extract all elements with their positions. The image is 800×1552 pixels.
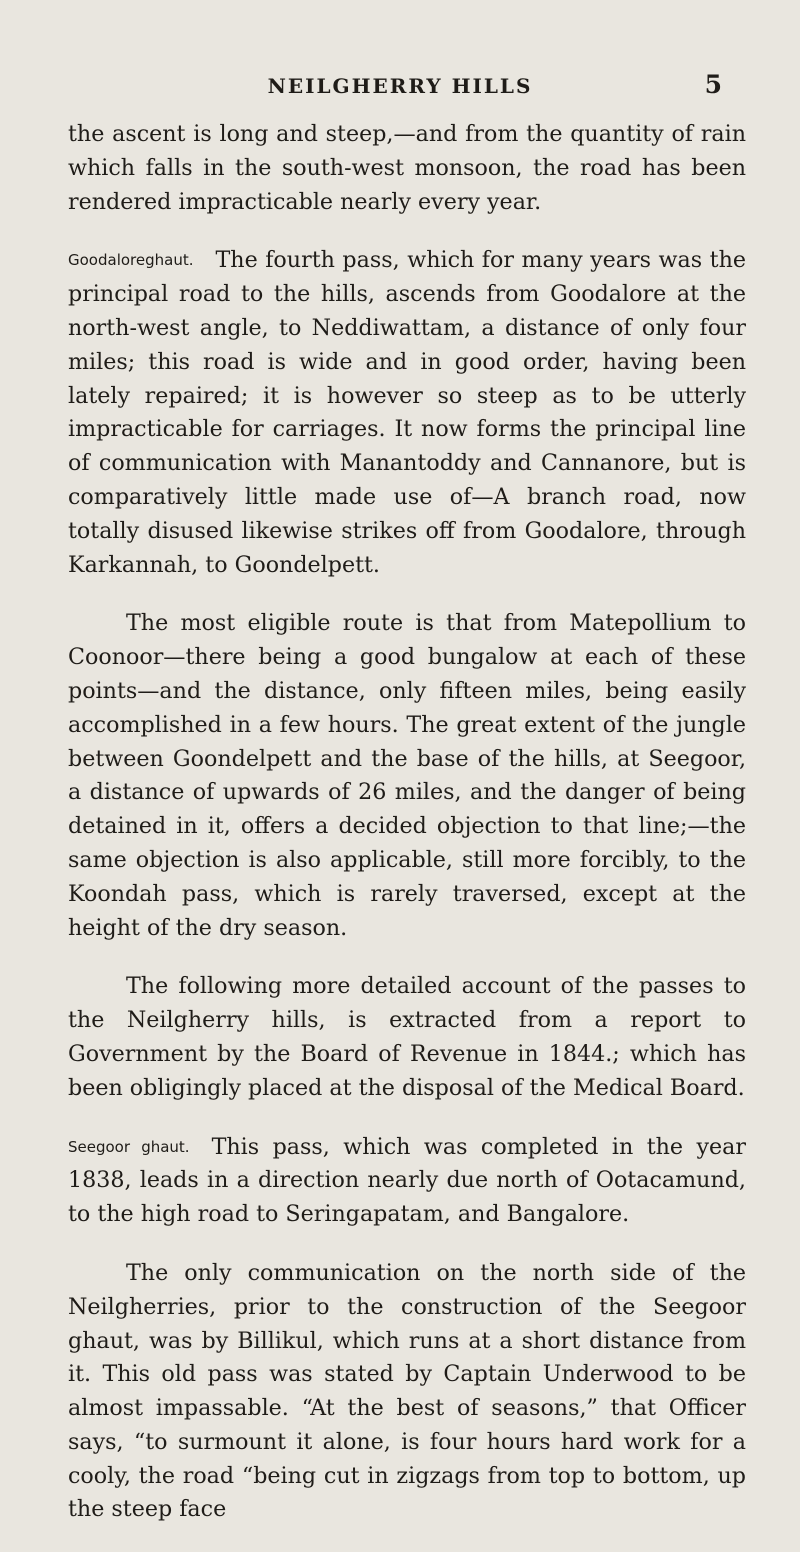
side-note-goodalore: Goodaloreghaut. bbox=[68, 251, 194, 270]
paragraph-4-text: The following more detailed account of the passes to the Neilgherry hills, is extracted from a report to Government by the Board of Revenue in 1844.; which has been obligingly placed at the disposal of the Medical Board. bbox=[68, 973, 746, 1101]
running-header bbox=[0, 70, 800, 104]
paragraph-2-text: The fourth pass, which for many years was the principal road to the hills, ascends from Goodalore at the north-west angle, to Neddiwattam, a distance of only four miles; this road is wide and in good order, having been lately repaired; it is however so steep as to be utterly impracticable for carriages. It now forms the principal line of communication with Manantoddy and Cannanore, but is comparatively little made use of—A branch road, now totally disused likewise strikes off from Goodalore, through Karkannah, to Goondelpett. bbox=[68, 247, 746, 578]
page-number: 5 bbox=[704, 70, 722, 99]
paragraph-3-text: The most eligible route is that from Matepollium to Coonoor—there being a good bungalow at each of these points—and the distance, only fifteen miles, being easily accomplished in a few hours. The great extent of the jungle between Goondelpett and the base of the hills, at Seegoor, a distance of upwards of 26 miles, and the danger of being detained in it, offers a decided objection to that line;—the same objection is also applicable, still more forcibly, to the Koondah pass, which is rarely traversed, except at the height of the dry season. bbox=[68, 610, 746, 941]
paragraph-4 bbox=[68, 970, 746, 1105]
paragraph-2 bbox=[68, 244, 746, 582]
paragraph-6-text: The only communication on the north side of the Neilgherries, prior to the construction of the Seegoor ghaut, was by Billikul, which runs at a short distance from it. This old pass was stated by Captain Underwood to be almost impassable. “At the best of seasons,” that Officer says, “to surmount it alone, is four hours hard work for a cooly, the road “being cut in zigzags from top to bottom, up the steep face bbox=[68, 1259, 746, 1523]
paragraph-5-text: This pass, which was completed in the year 1838, leads in a direction nearly due north of Ootacamund, to the high road to Seringapatam, and Bangalore. bbox=[68, 1133, 747, 1228]
paragraph-1-text: the ascent is long and steep,—and from the quantity of rain which falls in the south-west monsoon, the road has been rendered impracticable nearly every year. bbox=[68, 121, 746, 215]
paragraph-3 bbox=[68, 607, 746, 945]
paragraph-6 bbox=[68, 1257, 746, 1527]
running-title: NEILGHERRY HILLS bbox=[267, 74, 533, 98]
body-text bbox=[68, 118, 746, 1552]
paragraph-1 bbox=[68, 118, 746, 219]
side-note-seegoor: Seegoor ghaut. bbox=[68, 1137, 190, 1156]
paragraph-5 bbox=[68, 1131, 746, 1232]
